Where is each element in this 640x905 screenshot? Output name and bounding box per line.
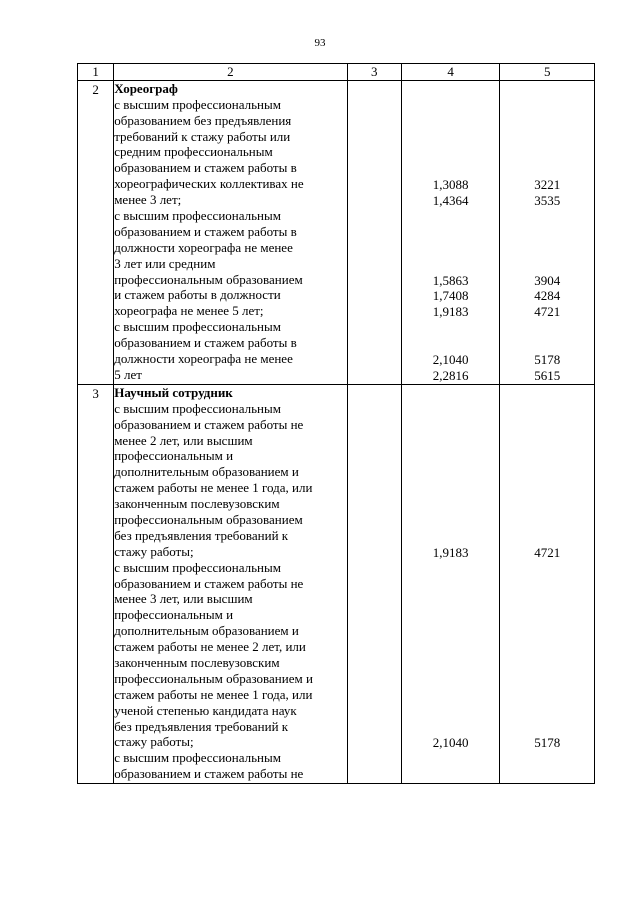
position-title: Хореограф — [114, 80, 178, 96]
coefficient-cell — [401, 384, 500, 783]
empty-line — [402, 688, 500, 704]
requirement-line: образованием и стажем работы не — [114, 766, 304, 782]
empty-line — [500, 513, 594, 529]
requirement-line: профессиональным и — [114, 607, 234, 623]
requirement-line: с высшим профессиональным — [114, 400, 281, 416]
requirement-line: образованием и стажем работы в — [114, 223, 297, 239]
empty-line — [402, 402, 500, 418]
header-cell: 1 — [78, 64, 114, 81]
empty-line — [500, 386, 594, 402]
empty-line — [402, 130, 500, 146]
empty-line — [402, 449, 500, 465]
requirement-line: хореографа не менее 5 лет; — [114, 303, 264, 319]
table-row — [78, 384, 595, 783]
empty-line — [402, 225, 500, 241]
empty-line — [500, 82, 594, 98]
coefficient-value: 2,1040 — [432, 735, 469, 751]
header-cell: 2 — [114, 64, 347, 81]
coefficient-value: 1,3088 — [432, 177, 469, 193]
requirement-line: средним профессиональным — [114, 144, 273, 160]
empty-line — [500, 751, 594, 767]
requirement-line: менее 3 лет, или высшим — [114, 591, 253, 607]
empty-line — [500, 672, 594, 688]
salary-value: 4721 — [534, 304, 561, 320]
requirement-line: дополнительным образованием и — [114, 623, 299, 639]
empty-line — [500, 592, 594, 608]
requirement-line: стажем работы не менее 1 года, или — [114, 686, 313, 702]
row-number-cell: 3 — [78, 384, 114, 783]
table-header-row — [78, 64, 595, 81]
requirement-line: должности хореографа не менее — [114, 239, 293, 255]
requirement-line: образованием и стажем работы в — [114, 160, 297, 176]
empty-line — [500, 145, 594, 161]
salary-value: 4721 — [534, 544, 561, 560]
requirement-line: менее 3 лет; — [114, 192, 182, 208]
empty-line — [402, 624, 500, 640]
requirement-line: законченным послевузовским — [114, 654, 280, 670]
requirement-line: образованием и стажем работы в — [114, 335, 297, 351]
empty-line — [402, 320, 500, 336]
empty-line — [500, 114, 594, 130]
empty-line — [500, 225, 594, 241]
empty-line — [402, 529, 500, 545]
empty-line — [500, 161, 594, 177]
empty-line — [402, 336, 500, 352]
requirement-line: стажу работы; — [114, 543, 194, 559]
requirement-line: и стажем работы в должности — [114, 287, 281, 303]
coefficient-value: 1,4364 — [432, 193, 469, 209]
coefficient-value: 2,2816 — [432, 367, 469, 383]
requirement-line: должности хореографа не менее — [114, 351, 293, 367]
coefficient-value: 2,1040 — [432, 352, 469, 368]
empty-line — [500, 241, 594, 257]
salary-value: 4284 — [534, 288, 561, 304]
salary-value: 3535 — [534, 193, 561, 209]
empty-line — [500, 704, 594, 720]
empty-line — [500, 257, 594, 273]
empty-line — [500, 720, 594, 736]
empty-line — [500, 656, 594, 672]
empty-line — [402, 114, 500, 130]
empty-line — [500, 624, 594, 640]
requirement-line: профессиональным образованием — [114, 511, 303, 527]
empty-line — [500, 336, 594, 352]
empty-line — [500, 561, 594, 577]
salary-value: 5178 — [534, 352, 561, 368]
column-3-cell — [347, 384, 401, 783]
requirement-line: образованием и стажем работы не — [114, 575, 304, 591]
empty-line — [500, 529, 594, 545]
coefficient-value: 1,5863 — [432, 272, 469, 288]
empty-line — [500, 402, 594, 418]
requirement-line: без предъявления требований к — [114, 718, 289, 734]
requirement-line: стажу работы; — [114, 734, 194, 750]
position-description-cell — [114, 384, 347, 783]
empty-line — [402, 704, 500, 720]
empty-line — [500, 767, 594, 783]
requirement-line: стажем работы не менее 2 лет, или — [114, 639, 306, 655]
coefficient-value: 1,9183 — [432, 544, 469, 560]
salary-value: 5178 — [534, 735, 561, 751]
requirement-line: требований к стажу работы или — [114, 128, 291, 144]
requirement-line: с высшим профессиональным — [114, 319, 281, 335]
position-title: Научный сотрудник — [114, 384, 233, 400]
empty-line — [500, 481, 594, 497]
position-description-cell — [114, 80, 347, 384]
requirement-line: ученой степенью кандидата наук — [114, 702, 297, 718]
empty-line — [402, 82, 500, 98]
empty-line — [500, 640, 594, 656]
table-row — [78, 80, 595, 384]
empty-line — [402, 608, 500, 624]
empty-line — [402, 592, 500, 608]
requirement-line: профессиональным образованием и — [114, 670, 313, 686]
empty-line — [402, 98, 500, 114]
requirement-line: профессиональным образованием — [114, 271, 303, 287]
requirement-line: законченным послевузовским — [114, 496, 280, 512]
empty-line — [500, 577, 594, 593]
empty-line — [402, 257, 500, 273]
column-3-cell — [347, 80, 401, 384]
salary-cell — [500, 80, 595, 384]
empty-line — [402, 161, 500, 177]
empty-line — [500, 320, 594, 336]
empty-line — [500, 98, 594, 114]
requirement-line: стажем работы не менее 1 года, или — [114, 480, 313, 496]
empty-line — [500, 688, 594, 704]
empty-line — [402, 386, 500, 402]
header-cell: 5 — [500, 64, 595, 81]
salary-value: 5615 — [534, 367, 561, 383]
coefficient-cell — [401, 80, 500, 384]
empty-line — [500, 497, 594, 513]
requirement-line: образованием без предъявления — [114, 112, 292, 128]
requirement-line: менее 2 лет, или высшим — [114, 432, 253, 448]
empty-line — [402, 209, 500, 225]
empty-line — [500, 209, 594, 225]
requirement-line: образованием и стажем работы не — [114, 416, 304, 432]
empty-line — [402, 656, 500, 672]
empty-line — [402, 767, 500, 783]
empty-line — [402, 497, 500, 513]
empty-line — [500, 449, 594, 465]
requirement-line: с высшим профессиональным — [114, 208, 281, 224]
empty-line — [402, 751, 500, 767]
empty-line — [402, 720, 500, 736]
salary-cell — [500, 384, 595, 783]
salary-value: 3904 — [534, 272, 561, 288]
header-cell: 3 — [347, 64, 401, 81]
requirement-line: с высшим профессиональным — [114, 559, 281, 575]
requirement-line: с высшим профессиональным — [114, 750, 281, 766]
empty-line — [500, 608, 594, 624]
empty-line — [402, 672, 500, 688]
page-number: 93 — [314, 37, 326, 49]
coefficient-value: 1,9183 — [432, 304, 469, 320]
requirement-line: хореографических коллективах не — [114, 176, 304, 192]
empty-line — [402, 577, 500, 593]
empty-line — [500, 434, 594, 450]
empty-line — [402, 434, 500, 450]
empty-line — [402, 465, 500, 481]
empty-line — [500, 130, 594, 146]
empty-line — [402, 561, 500, 577]
requirement-line: с высшим профессиональным — [114, 96, 281, 112]
requirement-line: без предъявления требований к — [114, 527, 289, 543]
coefficient-value: 1,7408 — [432, 288, 469, 304]
empty-line — [402, 418, 500, 434]
requirement-line: 5 лет — [114, 366, 142, 382]
empty-line — [402, 241, 500, 257]
requirement-line: профессиональным и — [114, 448, 234, 464]
empty-line — [402, 640, 500, 656]
empty-line — [500, 465, 594, 481]
requirement-line: дополнительным образованием и — [114, 464, 299, 480]
header-cell: 4 — [401, 64, 500, 81]
empty-line — [500, 418, 594, 434]
salary-table — [77, 63, 595, 784]
empty-line — [402, 513, 500, 529]
empty-line — [402, 481, 500, 497]
row-number-cell: 2 — [78, 80, 114, 384]
requirement-line: 3 лет или средним — [114, 255, 216, 271]
salary-value: 3221 — [534, 177, 561, 193]
empty-line — [402, 145, 500, 161]
